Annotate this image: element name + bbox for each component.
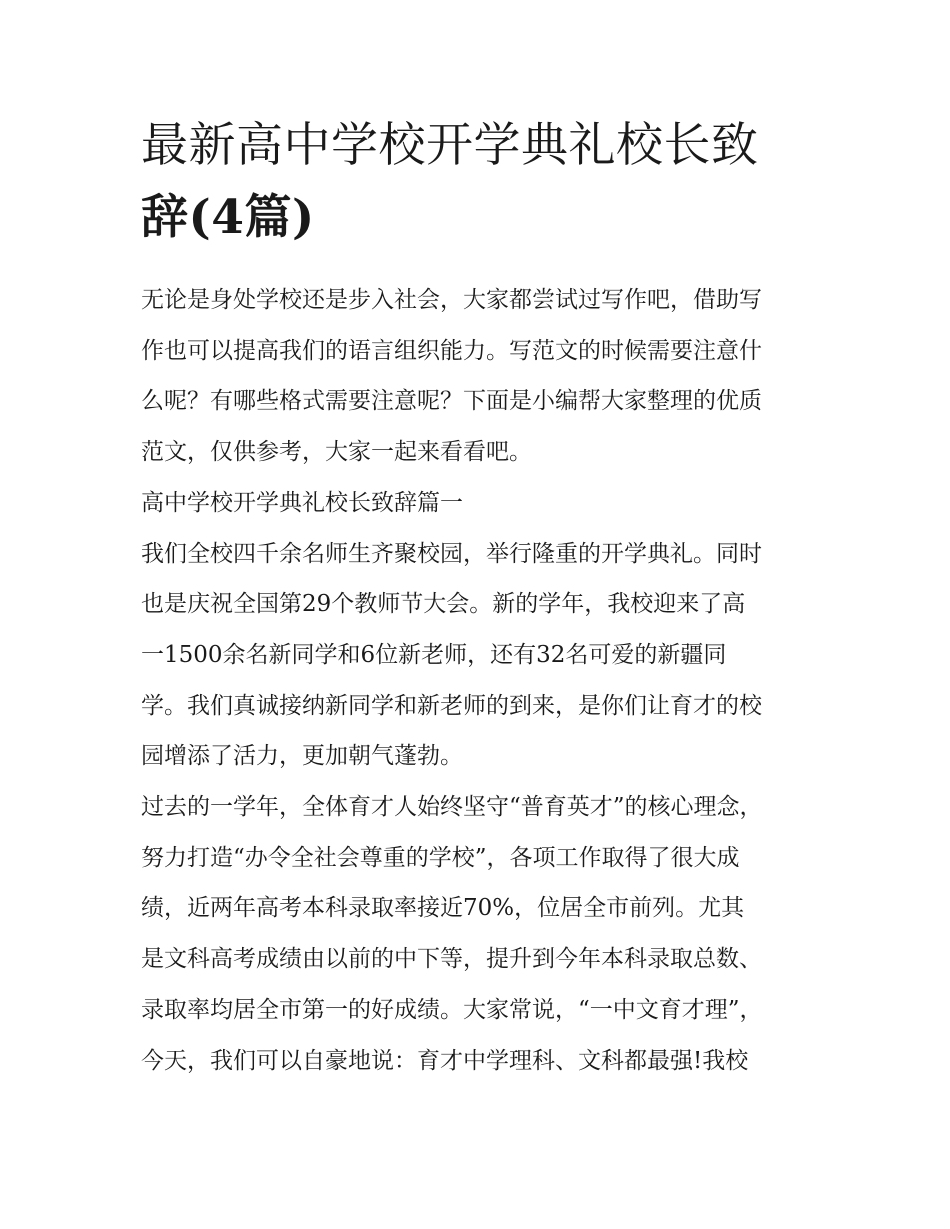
title-line: 最新高中学校开学典礼校长致 bbox=[141, 118, 759, 173]
document-body bbox=[141, 275, 813, 1086]
title-line: 辞(4篇) bbox=[141, 190, 315, 245]
text-line: 绩，近两年高考本科录取率接近70%，位居全市前列。尤其 bbox=[141, 895, 745, 922]
text-line: 么呢？有哪些格式需要注意呢？下面是小编帮大家整理的优质 bbox=[141, 388, 762, 415]
paragraph-1 bbox=[141, 529, 813, 783]
text-line: 过去的一学年，全体育才人始终坚守“普育英才”的核心理念， bbox=[141, 794, 763, 821]
text-line: 也是庆祝全国第29个教师节大会。新的学年，我校迎来了高 bbox=[141, 591, 746, 618]
text-line: 录取率均居全市第一的好成绩。大家常说，“一中文育才理”， bbox=[141, 996, 763, 1023]
text-line: 努力打造“办令全社会尊重的学校”，各项工作取得了很大成 bbox=[141, 844, 740, 871]
document-title bbox=[141, 110, 813, 254]
paragraph-2 bbox=[141, 782, 813, 1086]
text-line: 是文科高考成绩由以前的中下等，提升到今年本科录取总数、 bbox=[141, 946, 762, 973]
document-page bbox=[141, 110, 813, 1086]
text-line: 今天，我们可以自豪地说：育才中学理科、文科都最强!我校 bbox=[141, 1047, 749, 1074]
intro-paragraph bbox=[141, 275, 813, 478]
text-line: 我们全校四千余名师生齐聚校园，举行隆重的开学典礼。同时 bbox=[141, 540, 762, 567]
section-heading: 高中学校开学典礼校长致辞篇一 bbox=[141, 489, 463, 516]
text-line: 园增添了活力，更加朝气蓬勃。 bbox=[141, 743, 463, 770]
text-line: 一1500余名新同学和6位新老师，还有32名可爱的新疆同 bbox=[141, 641, 727, 668]
text-line: 范文，仅供参考，大家一起来看看吧。 bbox=[141, 439, 532, 466]
text-line: 作也可以提高我们的语言组织能力。写范文的时候需要注意什 bbox=[141, 337, 762, 364]
text-line: 无论是身处学校还是步入社会，大家都尝试过写作吧，借助写 bbox=[141, 287, 762, 313]
text-line: 学。我们真诚接纳新同学和新老师的到来，是你们让育才的校 bbox=[141, 692, 762, 719]
